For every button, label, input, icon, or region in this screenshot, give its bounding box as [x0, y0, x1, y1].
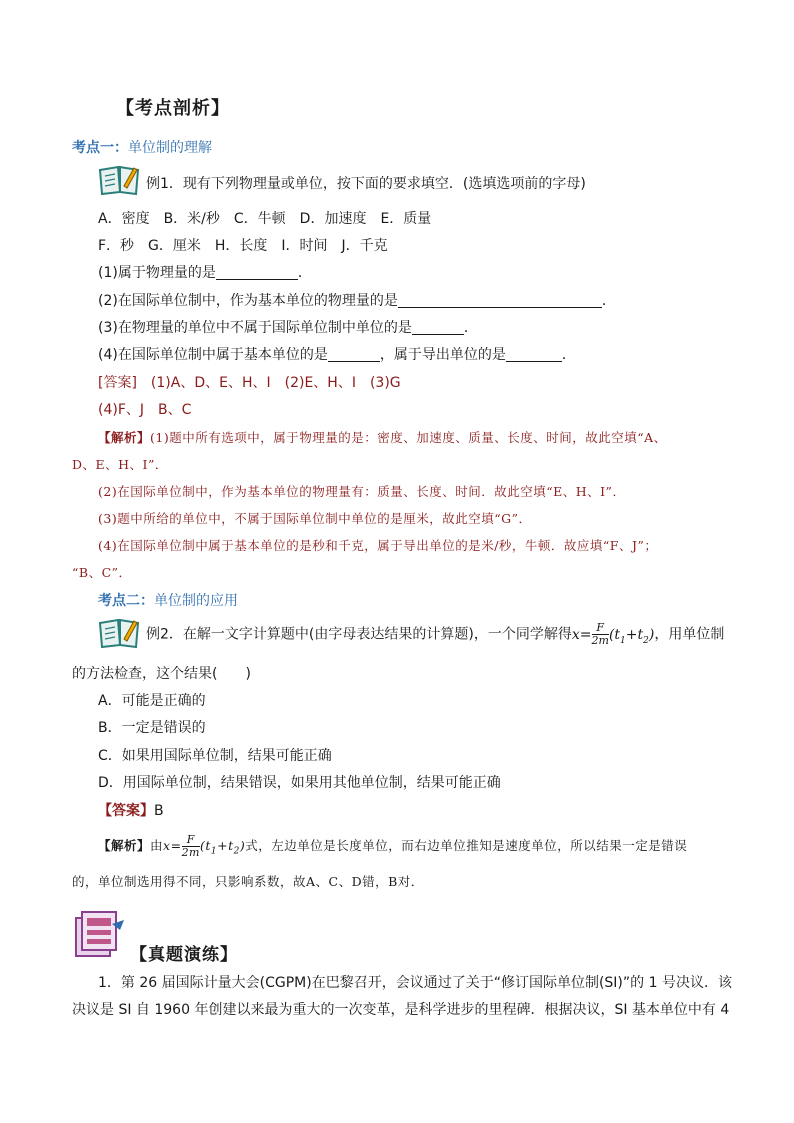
topic-heading-2	[98, 591, 238, 611]
formula-subscript: 1	[210, 846, 218, 857]
formula-lhs: x=	[571, 626, 592, 643]
example-1-question	[146, 174, 586, 194]
book-icon	[98, 617, 142, 649]
formula-term: )	[239, 838, 246, 853]
real-exam-paragraph-1: 1．第 26 届国际计量大会(CGPM)在巴黎召开，会议通过了关于“修订国际单位制(SI)”的 1 号决议．该	[98, 975, 732, 991]
analysis-line-2: 的，单位制选用得不同，只影响系数，故A、C、D错，B对．	[72, 874, 424, 889]
options-row-2: F．秒 G．厘米 H．长度 I．时间 J．千克	[98, 238, 388, 254]
period: ．	[561, 347, 576, 363]
analysis-3: (3)题中所给的单位中，不属于国际单位制中单位的是厘米，故此空填“G”．	[98, 511, 532, 526]
option-c[interactable]: C．如果用国际单位制，结果可能正确	[98, 748, 332, 764]
fraction-denominator: 2m	[591, 634, 609, 647]
sub-question-2	[98, 291, 616, 311]
question-text: 现有下列物理量或单位，按下面的要求填空．(选填选项前的字母)	[182, 176, 586, 192]
option-d[interactable]: D．用国际单位制，结果错误，如果用其他单位制，结果可能正确	[98, 775, 501, 791]
book-icon	[98, 164, 142, 196]
formula-subscript: 1	[620, 635, 626, 646]
analysis-4b: “B、C”．	[72, 565, 132, 580]
example-label: 例1．	[146, 176, 183, 192]
topic-label: 考点一：	[72, 140, 128, 156]
topic-label: 考点二：	[98, 593, 154, 609]
example-2-question	[146, 622, 724, 650]
fraction-denominator: 2m	[181, 846, 200, 859]
formula	[163, 833, 246, 859]
example-label: 例2．	[146, 626, 183, 643]
topic-heading-1	[72, 138, 212, 158]
answer-blank[interactable]	[398, 293, 602, 308]
answer-blank[interactable]	[216, 265, 298, 280]
sub-question-3	[98, 318, 478, 338]
analysis-2: (2)在国际单位制中，作为基本单位的物理量有：质量、长度、时间．故此空填“E、H、I”．	[98, 484, 626, 499]
period: ．	[297, 265, 312, 281]
formula-subscript: 2	[643, 635, 649, 646]
analysis-label: 【解析】	[98, 838, 151, 853]
answer-label: 【答案】	[98, 803, 154, 819]
topic-title: 单位制的应用	[154, 593, 238, 609]
analysis-text: 式，左边单位是长度单位，而右边单位推知是速度单位，所以结果一定是错误	[245, 838, 688, 853]
period: ．	[463, 320, 478, 336]
fraction-numerator: F	[592, 622, 609, 635]
formula	[571, 621, 655, 647]
formula-lhs: x=	[163, 838, 182, 853]
answer-blank[interactable]	[506, 347, 562, 362]
analysis-1a	[98, 428, 667, 448]
sub-question-text: (2)在国际单位制中，作为基本单位的物理量的是	[98, 293, 398, 309]
answer-value: B	[154, 803, 164, 819]
sub-question-text: (4)在国际单位制中属于基本单位的是	[98, 347, 328, 363]
sub-question-1	[98, 263, 312, 283]
question-text: ，用单位制	[654, 626, 725, 643]
answer-line-2: (4)F、J B、C	[98, 402, 192, 418]
question-text: 在解一文字计算题中(由字母表达结果的计算题)，一个同学解得	[182, 626, 572, 643]
formula-term: (t	[200, 838, 211, 853]
real-exam-title: 【真题演练】	[130, 945, 238, 965]
analysis-label: 【解析】	[98, 430, 151, 445]
sub-question-4	[98, 345, 576, 365]
option-a[interactable]: A．可能是正确的	[98, 693, 206, 709]
topic-title: 单位制的理解	[128, 140, 212, 156]
analysis-1b: D、E、H、I”．	[72, 457, 168, 472]
option-b[interactable]: B．一定是错误的	[98, 720, 206, 736]
formula-fraction	[182, 834, 200, 859]
sub-question-text: (3)在物理量的单位中不属于国际单位制中单位的是	[98, 320, 412, 336]
practice-icon	[72, 910, 128, 960]
options-row-1: A．密度 B．米/秒 C．牛顿 D．加速度 E．质量	[98, 211, 432, 227]
analysis-line-1	[98, 834, 687, 862]
sub-question-text: ，属于导出单位的是	[379, 347, 506, 363]
formula-term: (t	[608, 626, 621, 643]
real-exam-paragraph-2: 决议是 SI 自 1960 年创建以来最为重大的一次变革，是科学进步的里程碑．根据决议，SI 基本单位中有 4	[72, 1002, 730, 1018]
analysis-text: 由	[150, 838, 164, 853]
answer-line-1: [答案] (1)A、D、E、H、I (2)E、H、I (3)G	[98, 375, 401, 391]
analysis-4a: (4)在国际单位制中属于基本单位的是秒和千克，属于导出单位的是米/秒，牛顿．故应填“F、J”；	[98, 538, 658, 553]
answer-blank[interactable]	[412, 320, 464, 335]
answer-blank[interactable]	[328, 347, 380, 362]
formula-fraction	[592, 622, 609, 647]
formula-term: +t	[217, 838, 234, 853]
analysis-text: (1)题中所有选项中，属于物理量的是：密度、加速度、质量、长度、时间，故此空填“A、	[150, 430, 667, 445]
fraction-numerator: F	[182, 834, 200, 847]
formula-subscript: 2	[233, 846, 240, 857]
sub-question-text: (1)属于物理量的是	[98, 265, 216, 281]
question-continued: 的方法检查，这个结果( )	[72, 666, 251, 682]
period: ．	[601, 293, 616, 309]
answer-line	[98, 801, 164, 821]
formula-term: +t	[625, 626, 644, 643]
section-title: 【考点剖析】	[116, 98, 230, 119]
formula-term: )	[648, 626, 655, 643]
